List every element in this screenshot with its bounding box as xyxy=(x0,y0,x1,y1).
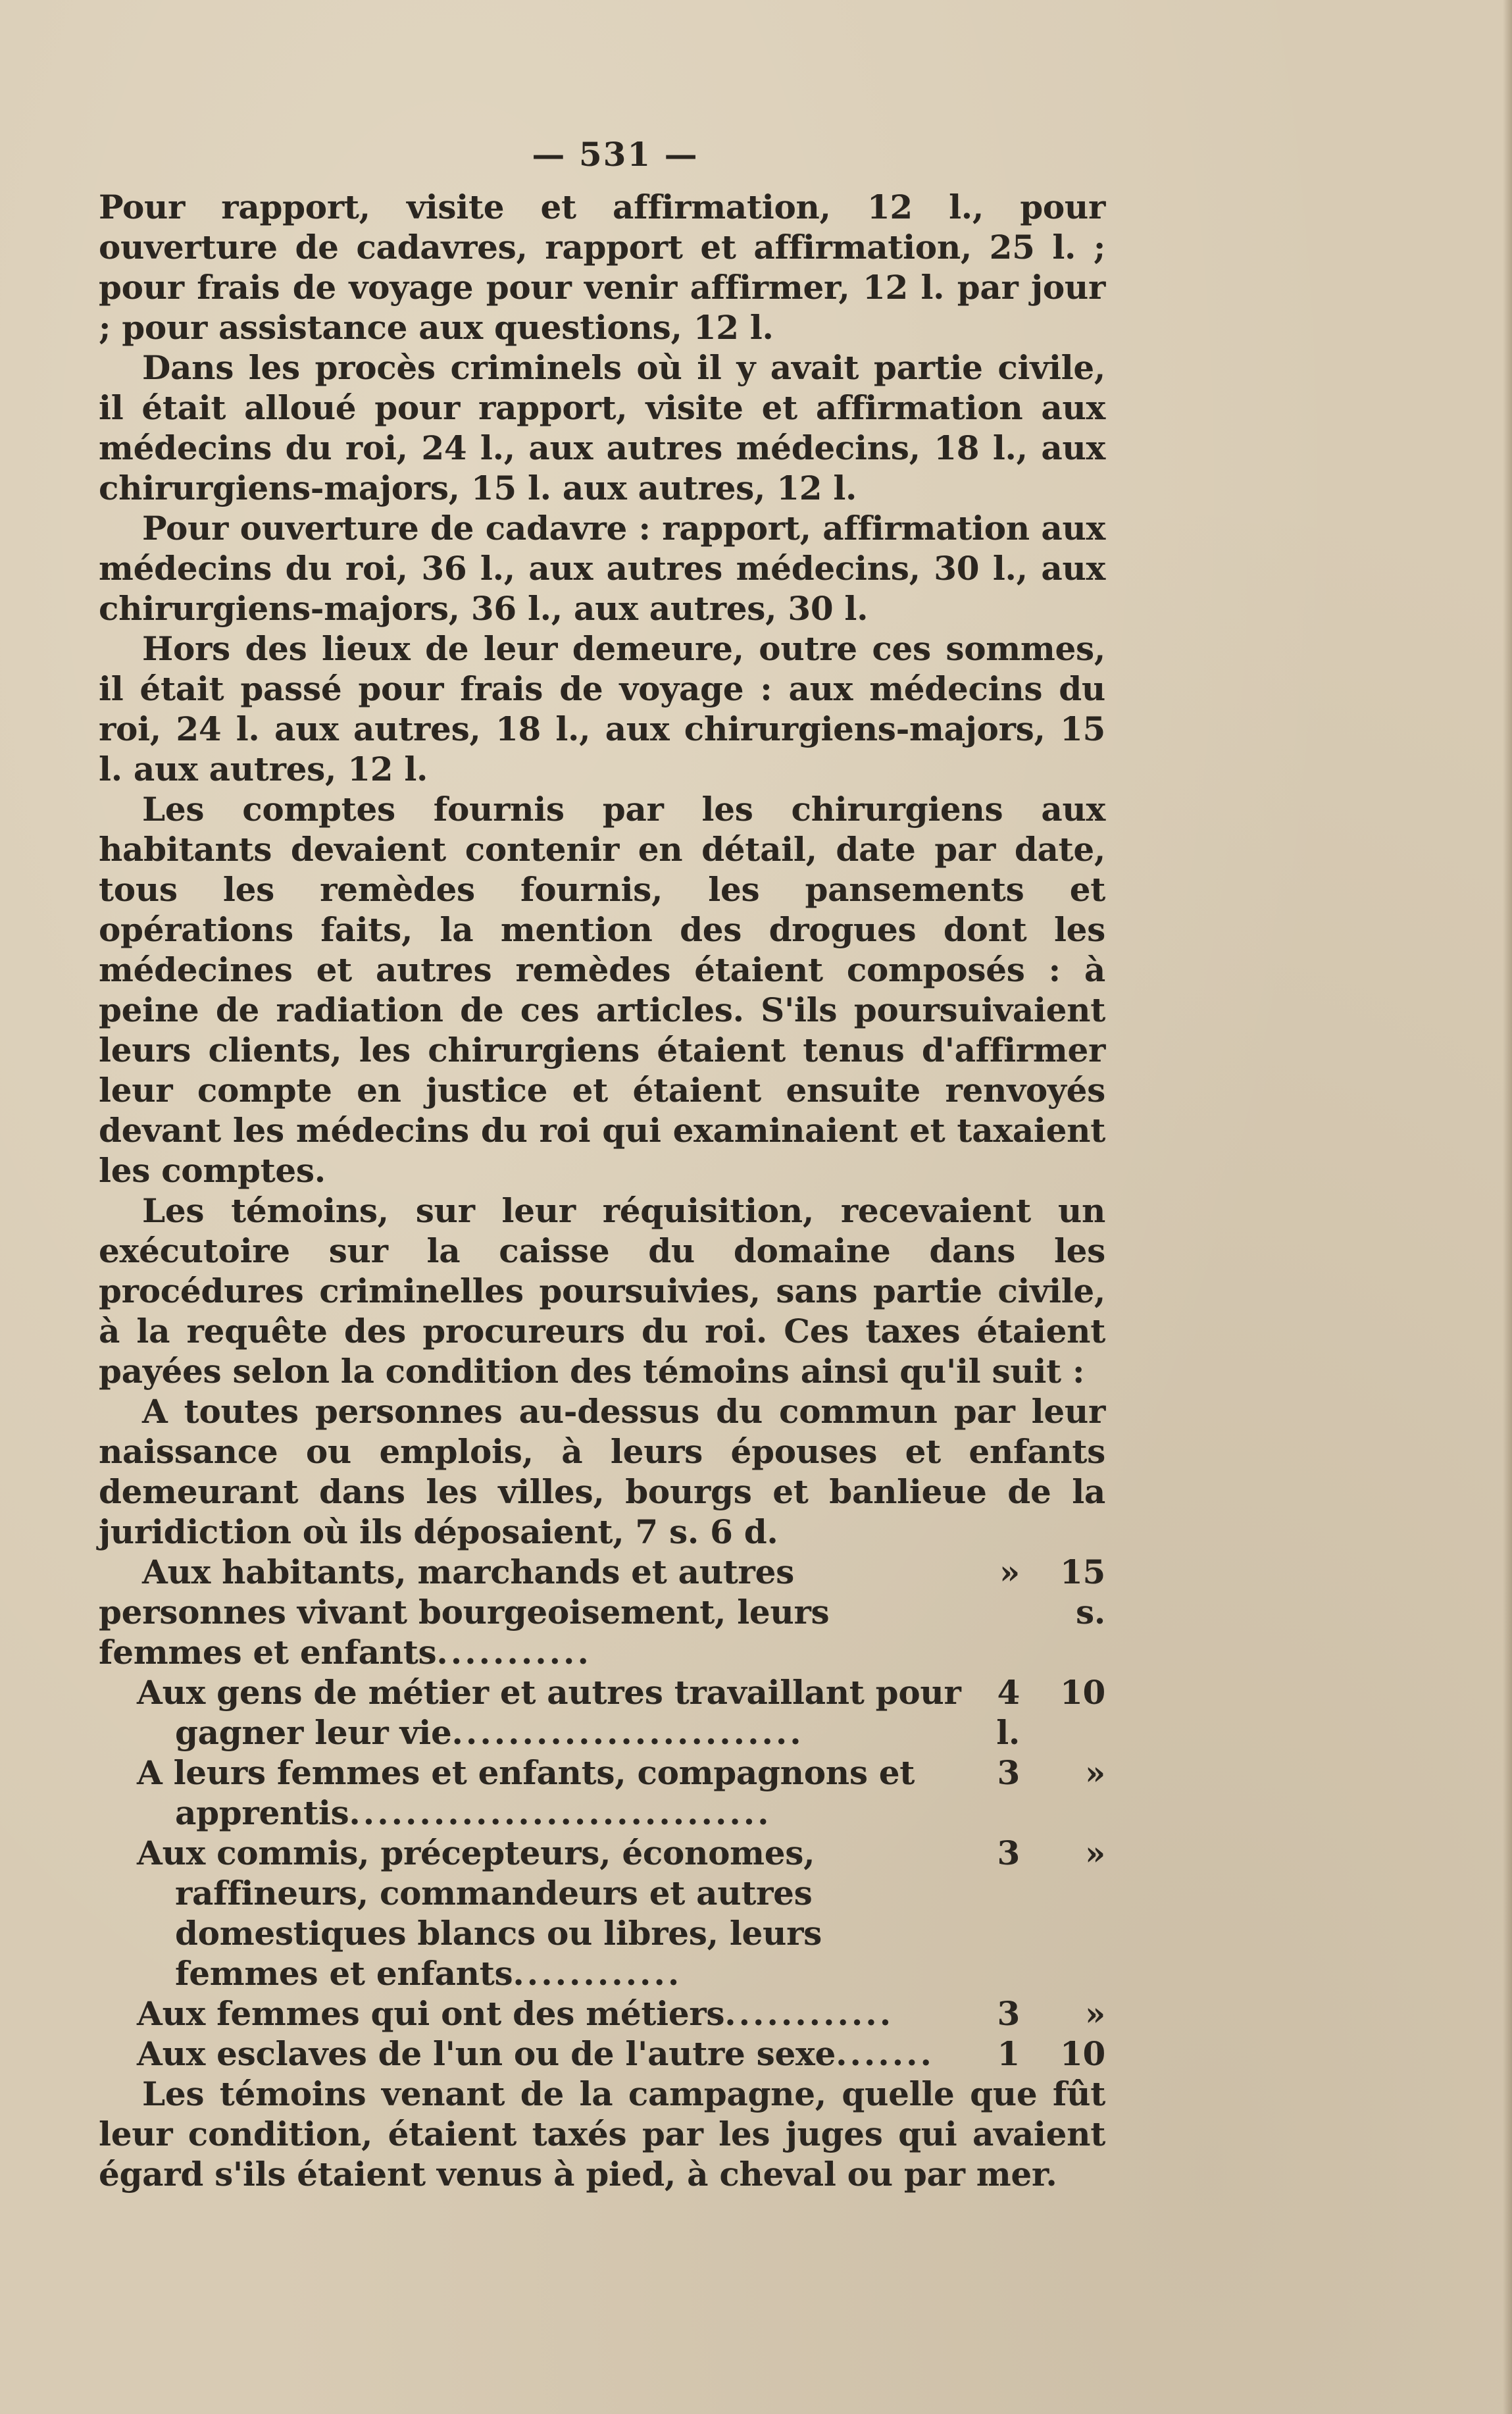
witness-tariff-list xyxy=(99,1552,1105,2074)
tariff-amount-livres: 1 xyxy=(997,2034,1020,2073)
tariff-amount-sous: 10 xyxy=(1060,2034,1105,2073)
page-edge-shadow xyxy=(1503,0,1512,2414)
paragraph: Dans les procès criminels où il y avait partie civile, il était alloué pour rapport, visite et affirmation aux médecins du roi, 24 l., aux autres médecins, 18 l., aux chirurgiens-majors, 15 l. aux autres, 12 l. xyxy=(99,348,1105,507)
tariff-description: A leurs femmes et enfants, compagnons et apprentis.............................. xyxy=(137,1753,915,1832)
tariff-amount-sous: » xyxy=(1085,1994,1105,2033)
closing-paragraph: Les témoins venant de la campagne, quelle que fût leur condition, étaient taxés par les juges qui avaient égard s'ils étaient venus à pied, à cheval ou par mer. xyxy=(99,2074,1105,2194)
paragraph: Hors des lieux de leur demeure, outre ces sommes, il était passé pour frais de voyage : aux médecins du roi, 24 l. aux autres, 18 l., aux chirurgiens-majors, 15 l. aux autres, 12 l. xyxy=(99,629,1105,788)
tariff-row xyxy=(99,1753,1105,1833)
tariff-description: Aux esclaves de l'un ou de l'autre sexe....... xyxy=(137,2034,934,2073)
tariff-description: Aux commis, précepteurs, économes, raffineurs, commandeurs et autres domestiques blancs ou libres, leurs femmes et enfants............ xyxy=(137,1834,822,1993)
paragraph: Pour rapport, visite et affirmation, 12 l., pour ouverture de cadavres, rapport et affirmation, 25 l. ; pour frais de voyage pour venir affirmer, 12 l. par jour ; pour assistance aux questions, 12 l. xyxy=(99,188,1105,347)
tariff-description: Aux habitants, marchands et autres personnes vivant bourgeoisement, leurs femmes et enfants........... xyxy=(99,1553,830,1672)
tariff-row xyxy=(99,1552,1105,1672)
tariff-description: Aux gens de métier et autres travaillant pour gagner leur vie......................... xyxy=(137,1673,961,1752)
paragraph: Pour ouverture de cadavre : rapport, affirmation aux médecins du roi, 36 l., aux autres médecins, 30 l., aux chirurgiens-majors, 36 l., aux autres, 30 l. xyxy=(99,509,1105,628)
tariff-amount-sous: » xyxy=(1085,1753,1105,1792)
book-page xyxy=(99,135,1105,2194)
tariff-amount-livres: » xyxy=(999,1553,1020,1591)
tariff-row xyxy=(99,1993,1105,2034)
tariff-row xyxy=(99,2034,1105,2074)
paragraph: A toutes personnes au-dessus du commun par leur naissance ou emplois, à leurs épouses et enfants demeurant dans les villes, bourgs et banlieue de la juridiction où ils déposaient, 7 s. 6 d. xyxy=(99,1392,1105,1551)
paragraph: Les témoins, sur leur réquisition, recevaient un exécutoire sur la caisse du domaine dans les procédures criminelles poursuivies, sans partie civile, à la requête des procureurs du roi. Ces taxes étaient payées selon la condition des témoins ainsi qu'il suit : xyxy=(99,1191,1105,1391)
tariff-amount-livres: 4 l. xyxy=(996,1673,1020,1752)
tariff-amount-livres: 3 xyxy=(997,1834,1020,1872)
tariff-row xyxy=(99,1672,1105,1753)
paragraph: Les comptes fournis par les chirurgiens aux habitants devaient contenir en détail, date par date, tous les remèdes fournis, les pansements et opérations faits, la mention des drogues dont les médecines et autres remèdes étaient composés : à peine de radiation de ces articles. S'ils poursuivaient leurs clients, les chirurgiens étaient tenus d'affirmer leur compte en justice et étaient ensuite renvoyés devant les médecins du roi qui examinaient et taxaient les comptes. xyxy=(99,790,1105,1190)
tariff-amount-livres: 3 xyxy=(997,1753,1020,1792)
page-number: — 531 — xyxy=(532,135,699,174)
tariff-amount-sous: 15 s. xyxy=(1060,1553,1105,1631)
tariff-row xyxy=(99,1833,1105,1993)
tariff-amount-livres: 3 xyxy=(997,1994,1020,2033)
tariff-description: Aux femmes qui ont des métiers............ xyxy=(137,1994,894,2033)
tariff-amount-sous: 10 xyxy=(1060,1673,1105,1712)
tariff-amount-sous: » xyxy=(1085,1834,1105,1872)
